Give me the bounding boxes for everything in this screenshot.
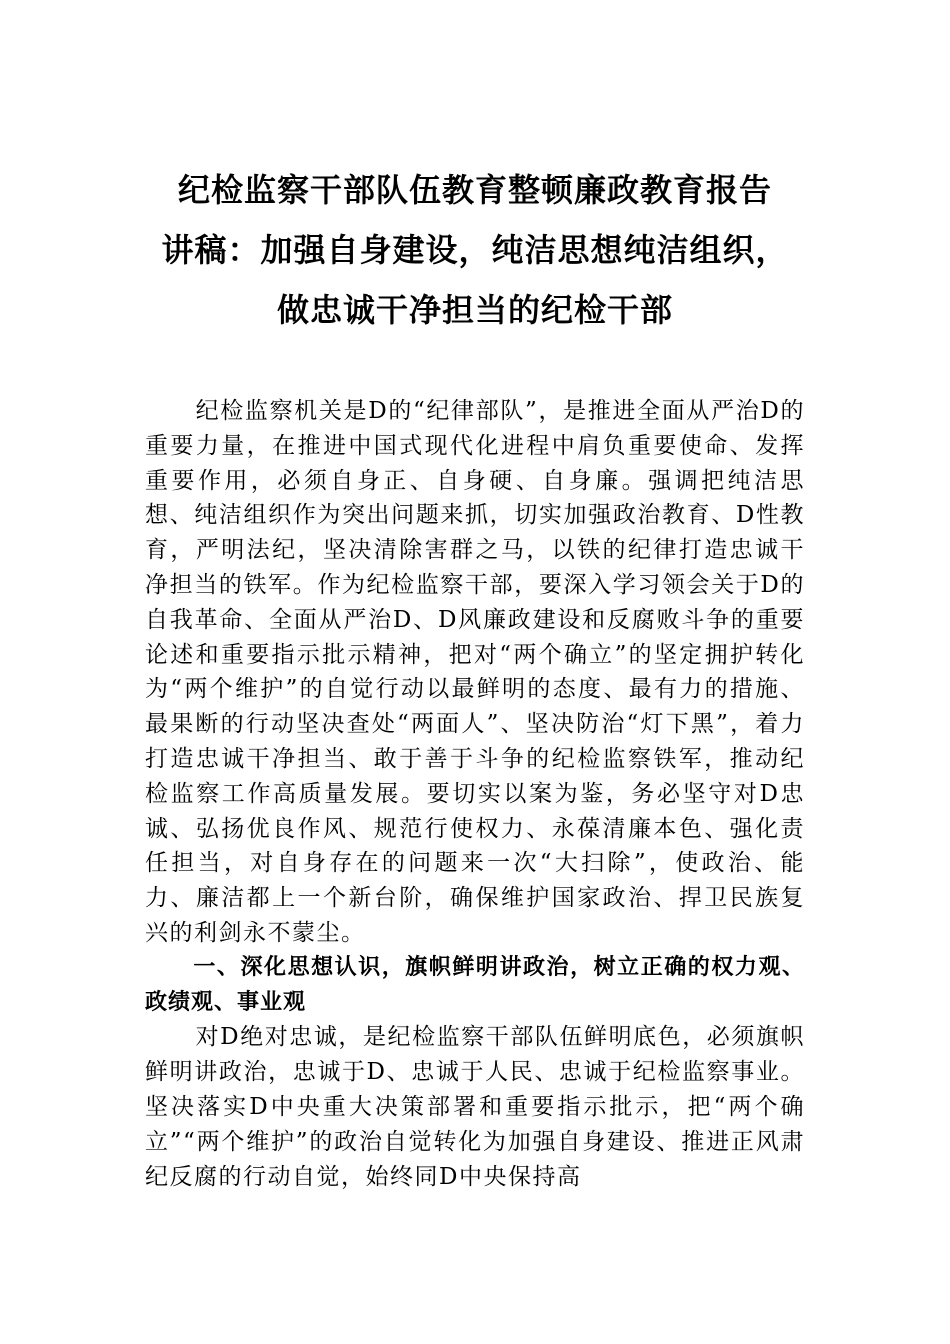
title-line-1: 纪检监察干部队伍教育整顿廉政教育报告 bbox=[177, 171, 772, 209]
section-heading-1: 一、深化思想认识，旗帜鲜明讲政治，树立正确的权力观、政绩观、事业观 bbox=[145, 954, 805, 1015]
document-body bbox=[145, 394, 805, 1194]
document-title bbox=[120, 160, 830, 340]
body-paragraph-1: 纪检监察机关是D的“纪律部队”，是推进全面从严治D的重要力量，在推进中国式现代化进程中肩负重要使命、发挥重要作用，必须自身正、自身硬、自身廉。强调把纯洁思想、纯洁组织作为突出问题来抓，切实加强政治教育、D性教育，严明法纪，坚决清除害群之马，以铁的纪律打造忠诚干净担当的铁军。作为纪检监察干部，要深入学习领会关于D的自我革命、全面从严治D、D风廉政建设和反腐败斗争的重要论述和重要指示批示精神，把对“两个确立”的坚定拥护转化为“两个维护”的自觉行动以最鲜明的态度、最有力的措施、最果断的行动坚决查处“两面人”、坚决防治“灯下黑”，着力打造忠诚干净担当、敢于善于斗争的纪检监察铁军，推动纪检监察工作高质量发展。要切实以案为鉴，务必坚守对D忠诚、弘扬优良作风、规范行使权力、永葆清廉本色、强化责任担当，对自身存在的问题来一次“大扫除”，使政治、能力、廉洁都上一个新台阶，确保维护国家政治、捍卫民族复兴的利剑永不蒙尘。 bbox=[145, 398, 805, 946]
body-paragraph-2: 对D绝对忠诚，是纪检监察干部队伍鲜明底色，必须旗帜鲜明讲政治，忠诚于D、忠诚于人民、忠诚于纪检监察事业。坚决落实D中央重大决策部署和重要指示批示，把“两个确立”“两个维护”的政治自觉转化为加强自身建设、推进正风肃纪反腐的行动自觉，始终同D中央保持高 bbox=[145, 1024, 805, 1190]
title-line-2: 讲稿：加强自身建设，纯洁思想纯洁组织， bbox=[161, 231, 789, 269]
title-line-3: 做忠诚干净担当的纪检干部 bbox=[276, 291, 673, 329]
